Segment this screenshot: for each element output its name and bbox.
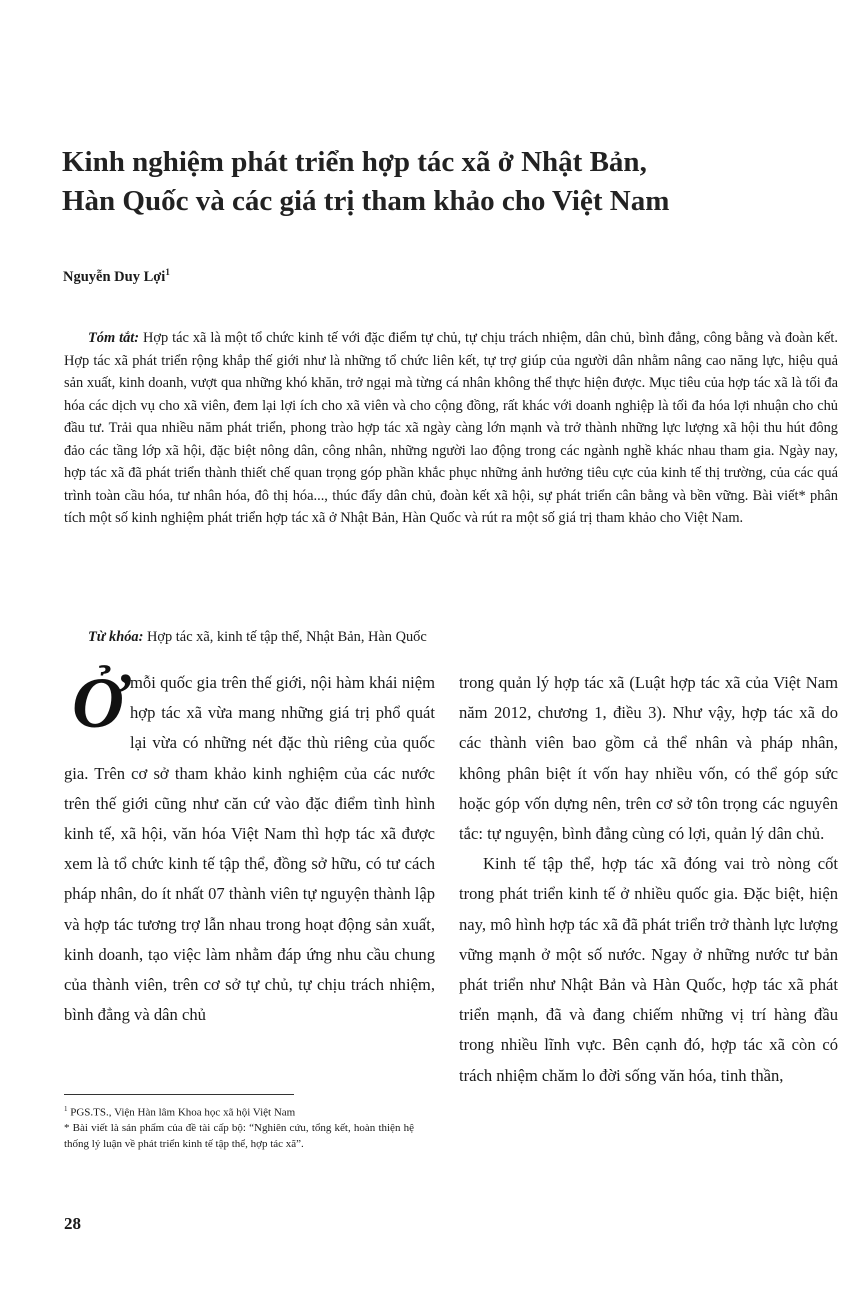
footnotes <box>64 1102 414 1152</box>
body-paragraph-2: Kinh tế tập thể, hợp tác xã đóng vai trò nòng cốt trong phát triển kinh tế ở nhiều quốc gia. Đặc biệt, hiện nay, mô hình hợp tác xã đã phát triển trở thành lực lượng vững mạnh ở một số nước. Ngay ở những nước tư bản phát triển như Nhật Bản và Hàn Quốc, hợp tác xã phát triển mạnh, đã và đang chiếm những vị trí hàng đầu trong nhiều lĩnh vực. Bên cạnh đó, hợp tác xã còn có trách nhiệm chăm lo đời sống văn hóa, tinh thần, <box>459 854 838 1085</box>
footnote-1 <box>64 1102 414 1121</box>
author <box>63 267 170 286</box>
title-line-2: Hàn Quốc và các giá trị tham khảo cho Việt Nam <box>62 185 670 217</box>
keywords-label: Từ khóa: <box>88 629 144 645</box>
abstract <box>64 327 838 530</box>
body-left-text: mỗi quốc gia trên thế giới, nội hàm khái niệm hợp tác xã vừa mang những giá trị phổ quát lại vừa có những nét đặc thù riêng của quốc gia. Trên cơ sở tham khảo kinh nghiệm của các nước trên thế giới cũng như căn cứ vào đặc điểm tình hình kinh tế, xã hội, văn hóa Việt Nam thì hợp tác xã được xem là tổ chức kinh tế tập thể, đồng sở hữu, có tư cách pháp nhân, do ít nhất 07 thành viên tự nguyện thành lập và hợp tác tương trợ lẫn nhau trong hoạt động sản xuất, kinh doanh, tạo việc làm nhằm đáp ứng nhu cầu chung của thành viên, trên cơ sở tự chủ, tự chịu trách nhiệm, bình đẳng và dân chủ <box>64 673 435 1025</box>
author-name: Nguyễn Duy Lợi <box>63 268 166 285</box>
body-column-left <box>64 663 435 1030</box>
keywords <box>88 626 828 648</box>
footnote-divider <box>64 1094 294 1095</box>
article-title <box>62 143 822 221</box>
author-footnote-mark: 1 <box>165 267 170 277</box>
footnote-1-text: PGS.TS., Viện Hàn lâm Khoa học xã hội Việt Nam <box>70 1106 296 1119</box>
body-column-right <box>459 668 838 1091</box>
footnote-1-mark: 1 <box>64 1105 68 1113</box>
keywords-text: Hợp tác xã, kinh tế tập thể, Nhật Bản, Hàn Quốc <box>147 629 427 645</box>
title-line-1: Kinh nghiệm phát triển hợp tác xã ở Nhật Bản, <box>62 146 647 178</box>
page-number: 28 <box>64 1214 81 1233</box>
abstract-label: Tóm tắt: <box>88 330 140 346</box>
footnote-2: * Bài viết là sản phẩm của đề tài cấp bộ: “Nghiên cứu, tổng kết, hoàn thiện hệ thống lý luận về phát triển kinh tế tập thể, hợp tác xã”. <box>64 1122 414 1150</box>
body-paragraph-1-continued: trong quản lý hợp tác xã (Luật hợp tác xã của Việt Nam năm 2012, chương 1, điều 3). Như vậy, hợp tác xã do các thành viên bao gồm cả thể nhân và pháp nhân, không phân biệt ít vốn hay nhiều vốn, có thể góp sức hoặc góp vốn dựng nên, trên cơ sở tôn trọng các nguyên tắc: tự nguyện, bình đẳng cùng có lợi, quản lý dân chủ. <box>459 673 838 844</box>
drop-cap: Ở <box>72 663 124 743</box>
body-paragraph-1 <box>64 663 435 1030</box>
abstract-text: Hợp tác xã là một tổ chức kinh tế với đặc điểm tự chủ, tự chịu trách nhiệm, dân chủ, bình đẳng, công bằng và đoàn kết. Hợp tác xã phát triển rộng khắp thế giới như là những tổ chức liên kết, tự trợ giúp của người dân nhằm nâng cao năng lực, hiệu quả sản xuất, kinh doanh, vượt qua những khó khăn, trở ngại mà từng cá nhân không thể thực hiện được. Mục tiêu của hợp tác xã là tối đa hóa các dịch vụ cho xã viên, đem lại lợi ích cho xã viên và cho cộng đồng, rất khác với doanh nghiệp là tối đa hóa lợi nhuận cho chủ đầu tư. Trải qua nhiều năm phát triển, phong trào hợp tác xã ngày càng lớn mạnh và trở thành những lực lượng xã hội thu hút đông đảo các tầng lớp xã hội, đặc biệt nông dân, công nhân, những người lao động trong các ngành nghề khác nhau tham gia. Ngày nay, hợp tác xã đã phát triển thành thiết chế quan trọng góp phần khắc phục những ảnh hưởng tiêu cực của kinh tế thị trường, của các quá trình toàn cầu hóa, tư nhân hóa, đô thị hóa..., thúc đẩy dân chủ, đoàn kết xã hội, sự phát triển cân bằng và bền vững. Bài viết* phân tích một số kinh nghiệm phát triển hợp tác xã ở Nhật Bản, Hàn Quốc và rút ra một số giá trị tham khảo cho Việt Nam. <box>64 330 838 526</box>
